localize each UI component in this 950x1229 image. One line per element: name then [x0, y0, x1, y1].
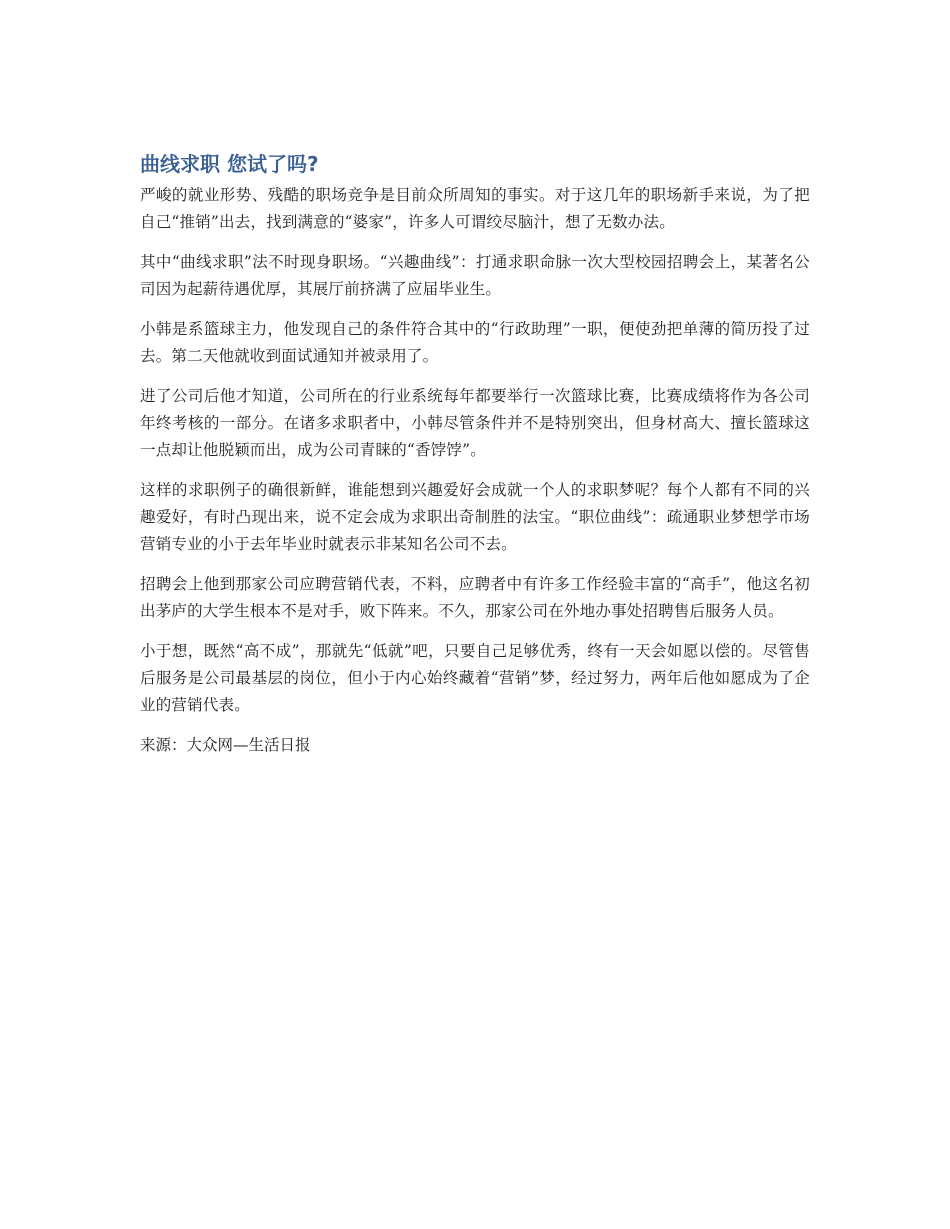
article — [140, 150, 810, 759]
article-source: 来源：大众网—生活日报 — [140, 736, 311, 754]
article-paragraph-7: 小于想，既然“高不成”，那就先“低就”吧，只要自己足够优秀，终有一天会如愿以偿的。尽管售后服务是公司最基层的岗位，但小于内心始终藏着“营销”梦，经过努力，两年后他如愿成为了企业的营销代表。 — [140, 642, 810, 714]
article-title: 曲线求职 您试了吗? — [140, 152, 319, 176]
article-paragraph-3: 小韩是系篮球主力，他发现自己的条件符合其中的“行政助理”一职，便使劲把单薄的简历投了过去。第二天他就收到面试通知并被录用了。 — [140, 320, 810, 365]
article-paragraph-4: 进了公司后他才知道，公司所在的行业系统每年都要举行一次篮球比赛，比赛成绩将作为各公司年终考核的一部分。在诸多求职者中，小韩尽管条件并不是特别突出，但身材高大、擅长篮球这一点却让他脱颖而出，成为公司青睐的“香饽饽”。 — [140, 387, 810, 459]
article-paragraph-5: 这样的求职例子的确很新鲜，谁能想到兴趣爱好会成就一个人的求职梦呢？每个人都有不同的兴趣爱好，有时凸现出来，说不定会成为求职出奇制胜的法宝。“职位曲线”：疏通职业梦想学市场营销专业的小于去年毕业时就表示非某知名公司不去。 — [140, 481, 810, 553]
article-paragraph-1: 严峻的就业形势、残酷的职场竞争是目前众所周知的事实。对于这几年的职场新手来说，为了把自己“推销”出去，找到满意的“婆家”，许多人可谓绞尽脑汁，想了无数办法。 — [140, 186, 810, 231]
article-paragraph-6: 招聘会上他到那家公司应聘营销代表，不料，应聘者中有许多工作经验丰富的“高手”，他这名初出茅庐的大学生根本不是对手，败下阵来。不久，那家公司在外地办事处招聘售后服务人员。 — [140, 575, 810, 620]
article-paragraph-2: 其中“曲线求职”法不时现身职场。“兴趣曲线”：打通求职命脉一次大型校园招聘会上，某著名公司因为起薪待遇优厚，其展厅前挤满了应届毕业生。 — [140, 253, 810, 298]
